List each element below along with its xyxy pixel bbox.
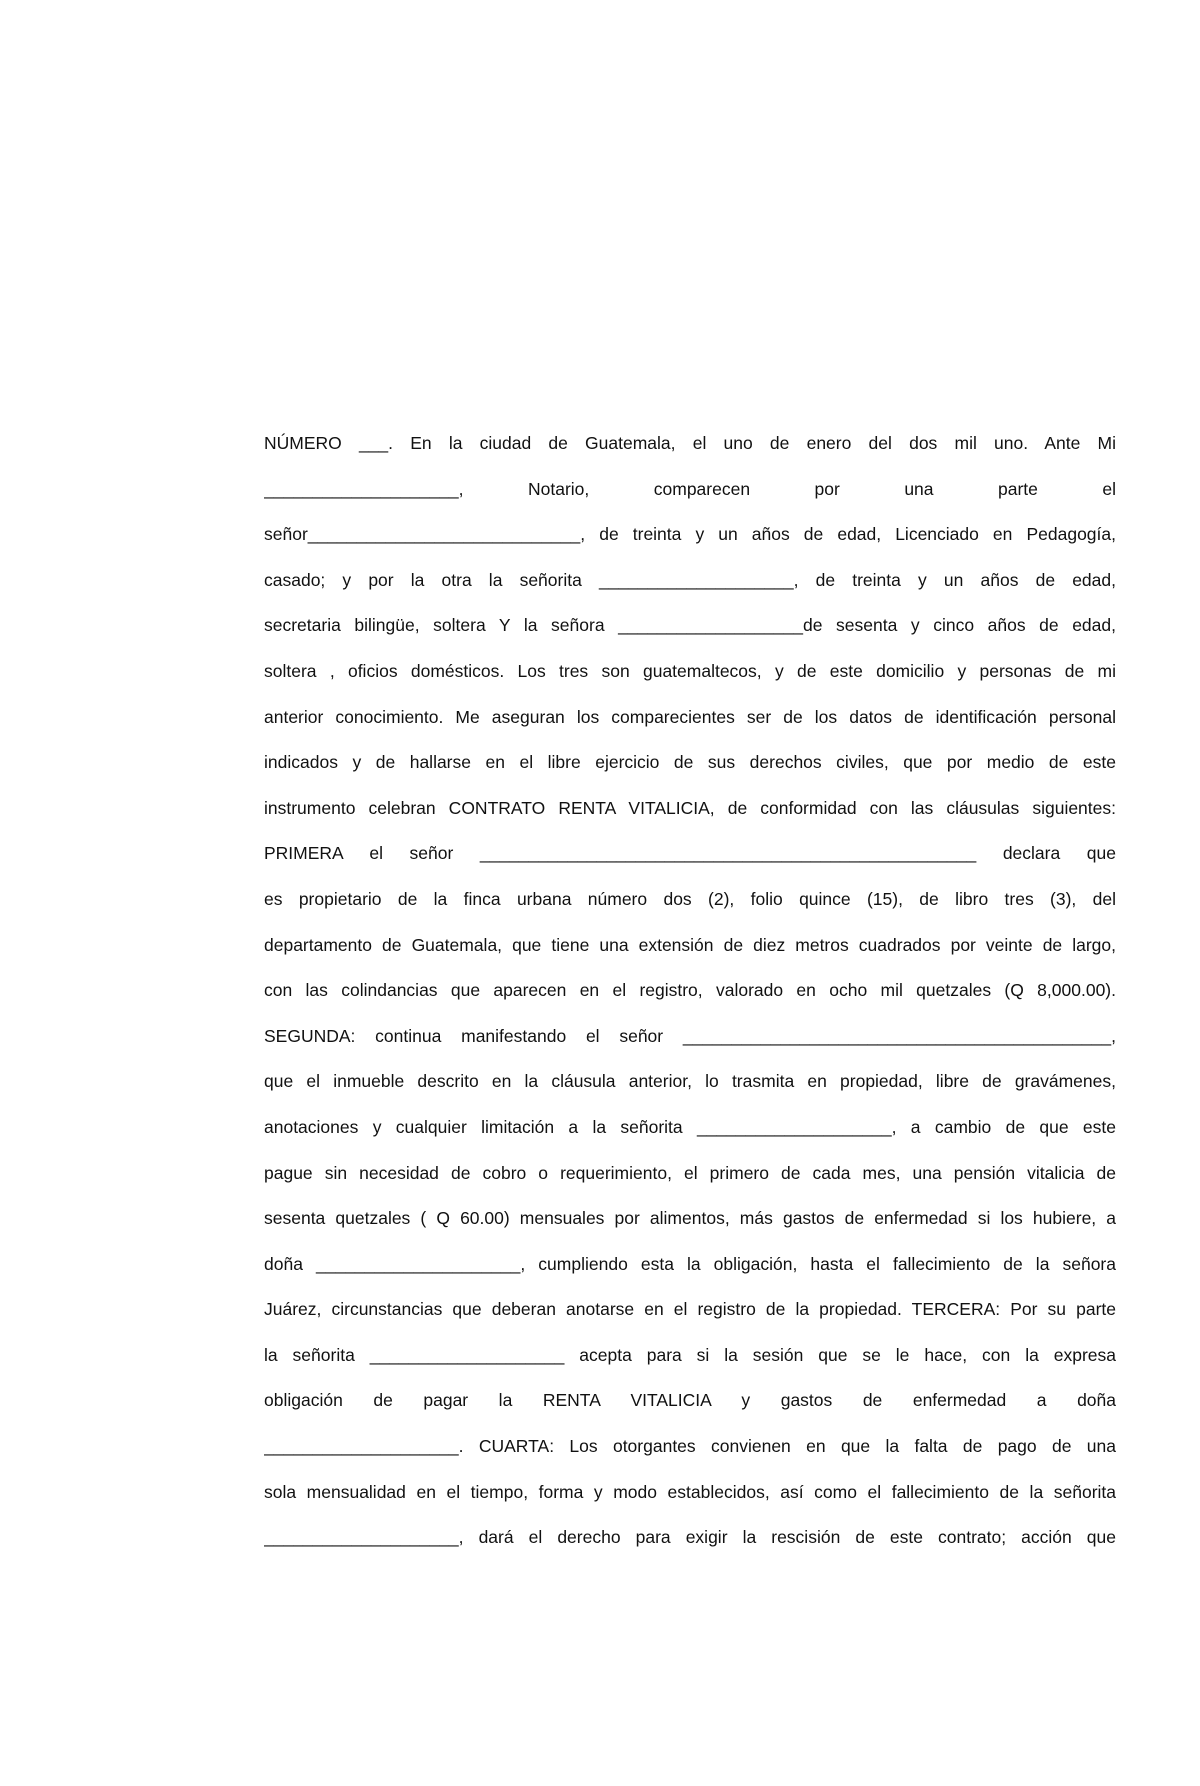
text-line-25: ____________________, dará el derecho para exigir la rescisión de este contrato; acción que [264,1527,1116,1548]
text-line-7: anterior conocimiento. Me aseguran los comparecientes ser de los datos de identificación personal [264,706,1116,727]
text-line-10: PRIMERA el señor ___________________________________________________ declara que [264,843,1116,864]
text-line-14: SEGUNDA: continua manifestando el señor ____________________________________________, [264,1025,1116,1046]
text-line-13: con las colindancias que aparecen en el registro, valorado en ocho mil quetzales (Q 8,000.00). [264,980,1116,1001]
text-line-3: señor____________________________, de treinta y un años de edad, Licenciado en Pedagogía, [264,524,1116,545]
text-line-9: instrumento celebran CONTRATO RENTA VITALICIA, de conformidad con las cláusulas siguientes: [264,797,1116,818]
text-line-21: la señorita ____________________ acepta para si la sesión que se le hace, con la expresa [264,1344,1116,1365]
text-line-6: soltera , oficios domésticos. Los tres son guatemaltecos, y de este domicilio y personas de mi [264,660,1116,681]
text-line-22: obligación de pagar la RENTA VITALICIA y gastos de enfermedad a doña [264,1390,1116,1411]
contract-body [264,428,1116,1568]
text-line-24: sola mensualidad en el tiempo, forma y modo establecidos, así como el fallecimiento de la señorita [264,1481,1116,1502]
text-line-16: anotaciones y cualquier limitación a la señorita ____________________, a cambio de que este [264,1116,1116,1137]
text-line-18: sesenta quetzales ( Q 60.00) mensuales por alimentos, más gastos de enfermedad si los hubiere, a [264,1208,1116,1229]
text-line-2: ____________________, Notario, comparecen por una parte el [264,478,1116,499]
text-line-20: Juárez, circunstancias que deberan anotarse en el registro de la propiedad. TERCERA: Por su parte [264,1299,1116,1320]
text-line-19: doña _____________________, cumpliendo esta la obligación, hasta el fallecimiento de la señora [264,1253,1116,1274]
text-line-1: NÚMERO ___. En la ciudad de Guatemala, el uno de enero del dos mil uno. Ante Mi [264,433,1116,453]
text-line-23: ____________________. CUARTA: Los otorgantes convienen en que la falta de pago de una [264,1436,1116,1457]
text-line-12: departamento de Guatemala, que tiene una extensión de diez metros cuadrados por veinte de largo, [264,934,1116,955]
text-line-17: pague sin necesidad de cobro o requerimiento, el primero de cada mes, una pensión vitalicia de [264,1162,1116,1183]
text-line-11: es propietario de la finca urbana número dos (2), folio quince (15), de libro tres (3), del [264,888,1116,909]
text-line-8: indicados y de hallarse en el libre ejercicio de sus derechos civiles, que por medio de este [264,752,1116,773]
text-line-15: que el inmueble descrito en la cláusula anterior, lo trasmita en propiedad, libre de gravámenes, [264,1071,1116,1092]
text-line-5: secretaria bilingüe, soltera Y la señora ___________________de sesenta y cinco años de edad, [264,615,1116,636]
text-line-4: casado; y por la otra la señorita ____________________, de treinta y un años de edad, [264,569,1116,590]
